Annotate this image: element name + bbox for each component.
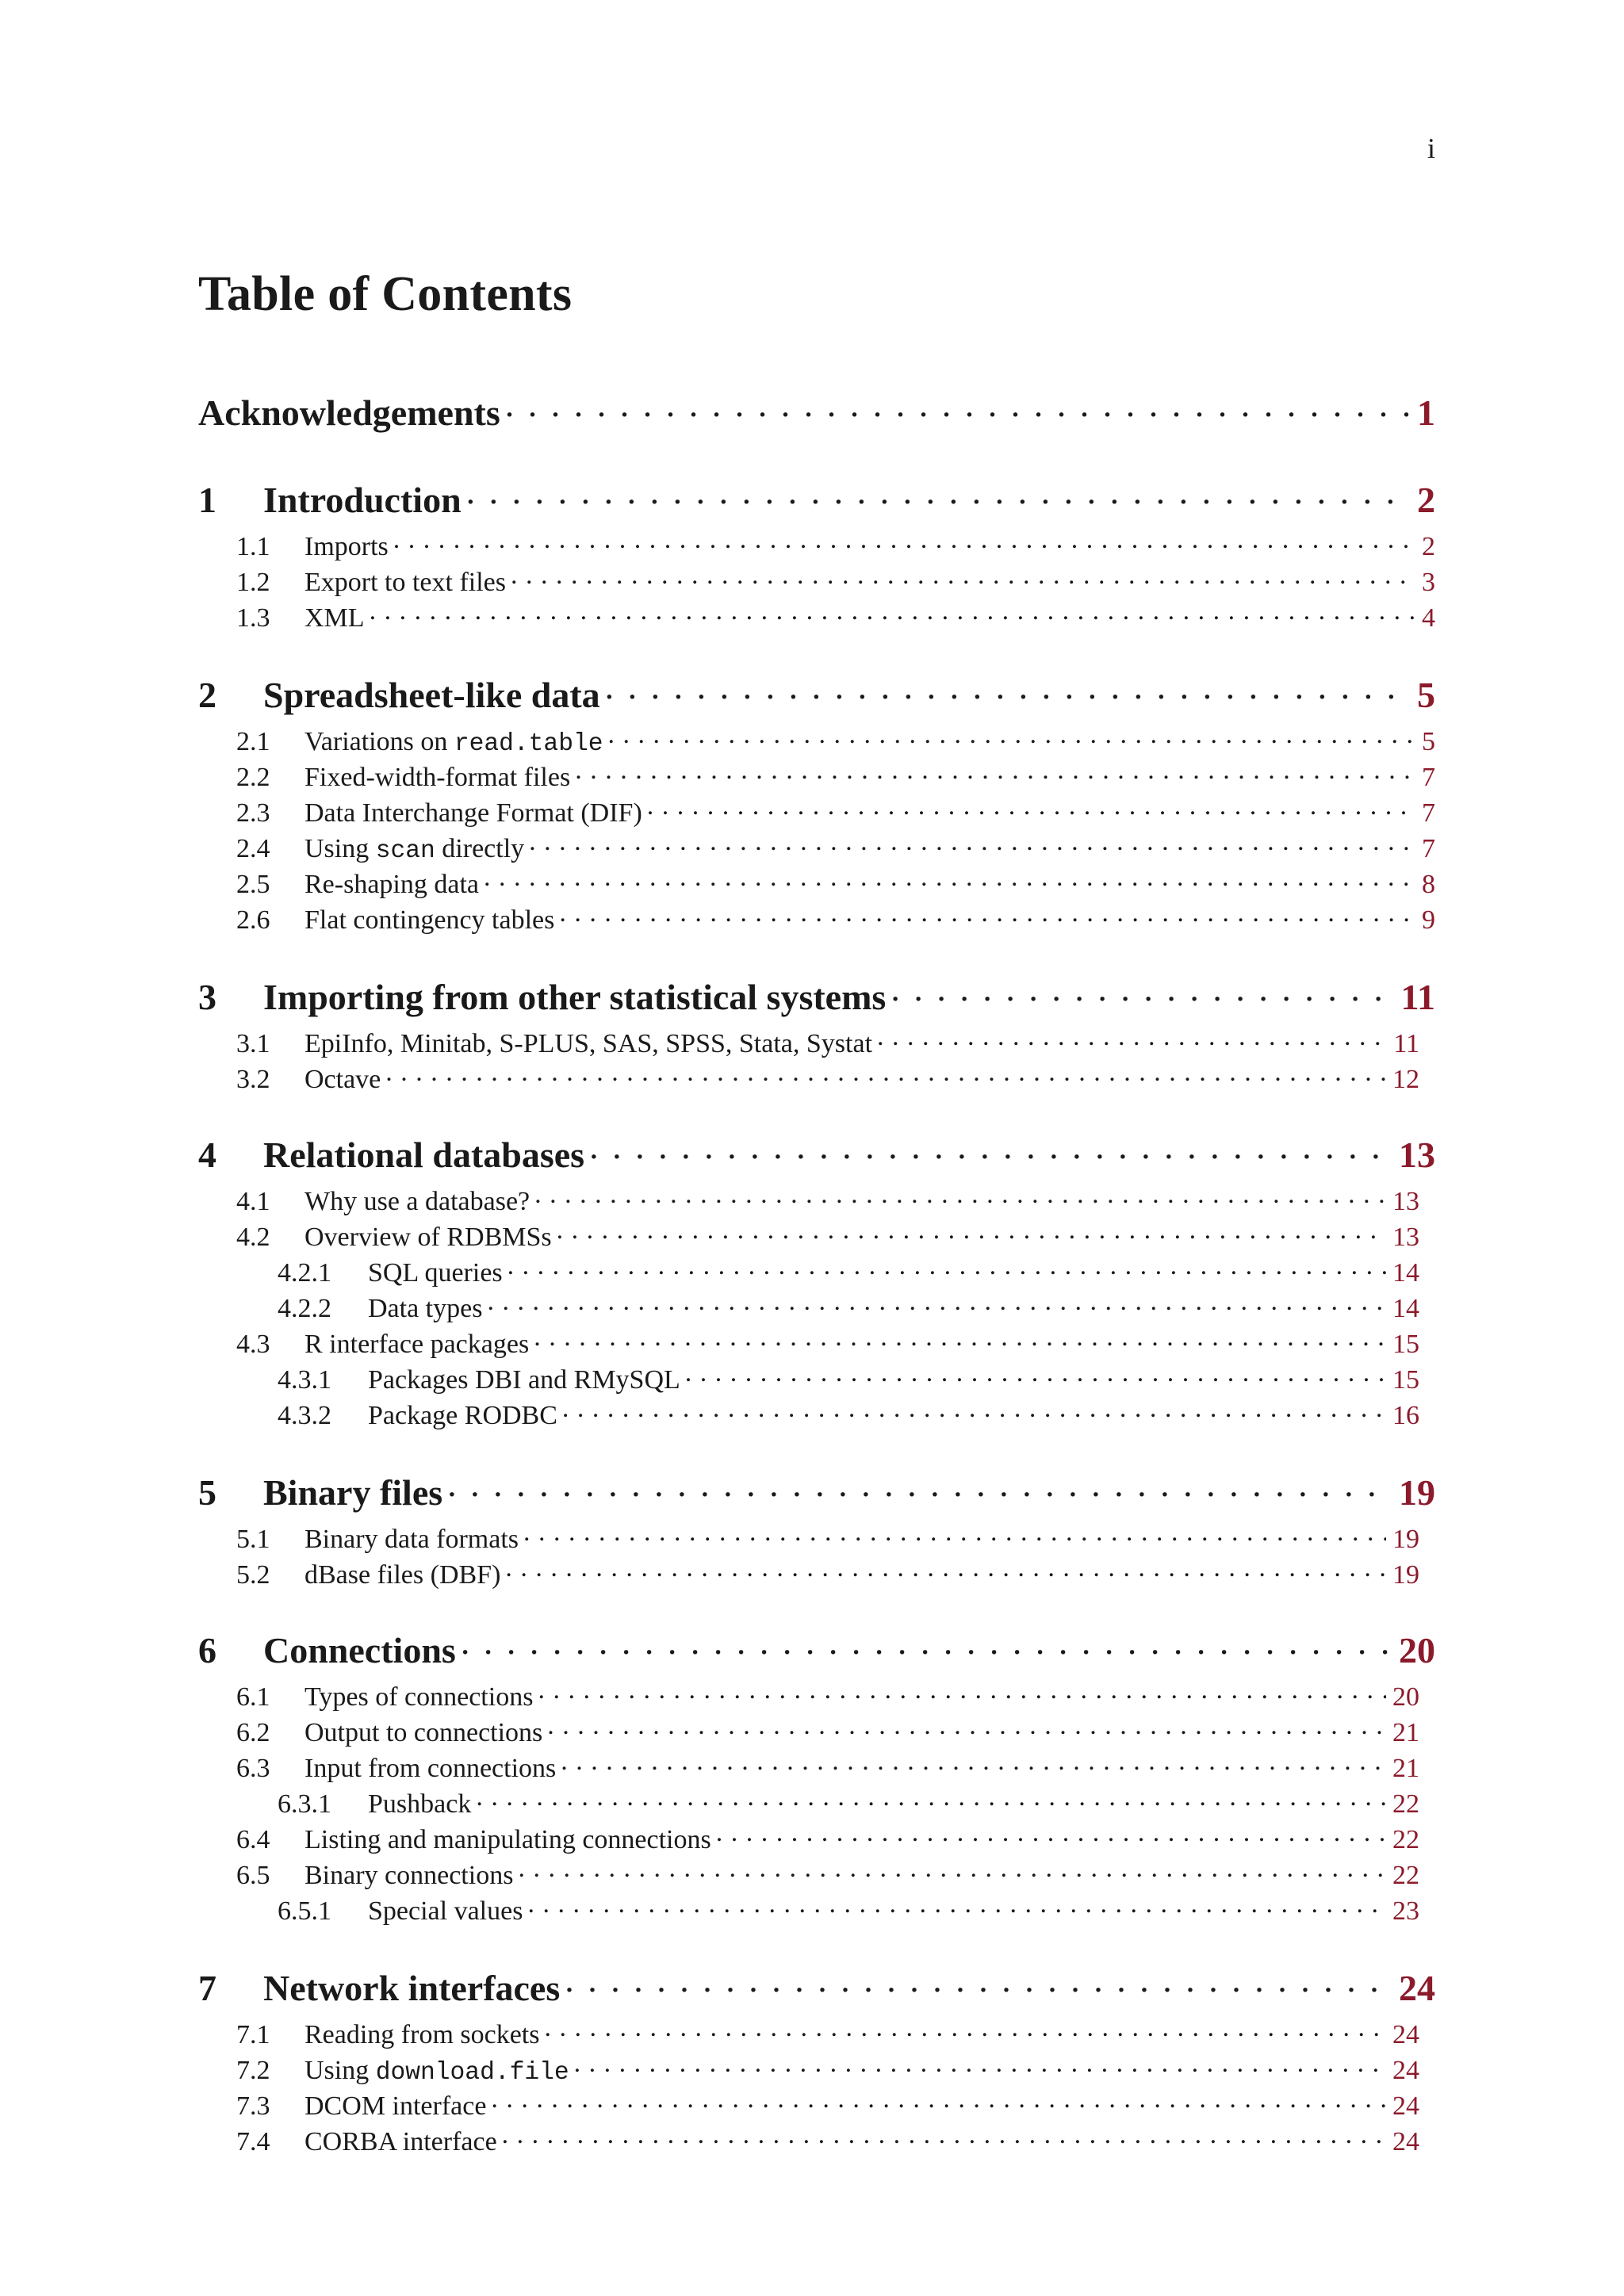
page-title: Table of Contents: [198, 267, 573, 321]
leader-dots: [370, 599, 1415, 626]
entry-title: Package RODBC: [368, 1401, 557, 1430]
entry-title: Data Interchange Format (DIF): [304, 798, 642, 828]
toc-subsection-entry[interactable]: [278, 1397, 1419, 1431]
leader-dots: [502, 2123, 1386, 2150]
toc-section-entry[interactable]: [236, 564, 1435, 598]
entry-title-text: Variations on: [304, 727, 454, 756]
entry-page-link[interactable]: 2: [1422, 532, 1435, 561]
leader-dots: [466, 476, 1411, 512]
entry-page-link[interactable]: 7: [1422, 763, 1435, 792]
entry-page-link[interactable]: 21: [1392, 1718, 1419, 1747]
entry-number: 2.1: [236, 727, 270, 756]
entry-title: Imports: [304, 532, 389, 561]
page-number: i: [1427, 132, 1435, 164]
entry-number: 4.2: [236, 1223, 270, 1252]
entry-number: 5.2: [236, 1560, 270, 1590]
entry-number: 4.3.2: [278, 1401, 331, 1430]
leader-dots: [538, 1678, 1386, 1705]
toc-section-entry[interactable]: [236, 1025, 1419, 1059]
entry-number: 6.3: [236, 1754, 270, 1783]
entry-title-text: directly: [435, 834, 525, 863]
leader-dots: [605, 671, 1411, 707]
toc-section-entry[interactable]: [236, 1061, 1419, 1095]
entry-number: 2.4: [236, 834, 270, 863]
leader-dots: [529, 830, 1415, 857]
entry-page-link[interactable]: 9: [1422, 905, 1435, 935]
entry-number: 6.5: [236, 1861, 270, 1890]
entry-page-link[interactable]: 24: [1392, 2020, 1419, 2049]
entry-title: SQL queries: [368, 1258, 503, 1288]
entry-page-link[interactable]: 22: [1392, 1861, 1419, 1890]
entry-page-link[interactable]: 8: [1422, 870, 1435, 899]
entry-page-link[interactable]: 24: [1392, 2056, 1419, 2085]
entry-number: 2.6: [236, 905, 270, 935]
entry-title: dBase files (DBF): [304, 1560, 501, 1590]
entry-page-link[interactable]: 1: [1417, 392, 1435, 433]
entry-title: [304, 2056, 574, 2087]
entry-title: Re-shaping data: [304, 870, 479, 899]
entry-number: 3: [198, 977, 216, 1017]
leader-dots: [505, 388, 1411, 425]
entry-title: Input from connections: [304, 1754, 557, 1783]
entry-title: Data types: [368, 1294, 483, 1323]
entry-title: XML: [304, 603, 365, 633]
leader-dots: [511, 564, 1415, 591]
entry-page-link[interactable]: 7: [1422, 834, 1435, 863]
entry-title: Spreadsheet-like data: [263, 675, 600, 715]
entry-page-link[interactable]: 15: [1392, 1365, 1419, 1395]
entry-page-link[interactable]: 11: [1393, 1029, 1419, 1058]
entry-title: Connections: [263, 1630, 456, 1670]
leader-dots: [891, 973, 1394, 1009]
entry-title-code: scan: [375, 837, 435, 865]
entry-number: 5.1: [236, 1525, 270, 1554]
toc-section-entry[interactable]: [236, 901, 1435, 936]
entry-page-link[interactable]: 24: [1392, 2091, 1419, 2121]
entry-title: Export to text files: [304, 568, 507, 597]
leader-dots: [575, 759, 1415, 786]
toc-subsection-entry[interactable]: [278, 1254, 1419, 1288]
entry-page-link[interactable]: 11: [1400, 977, 1435, 1017]
entry-page-link[interactable]: 16: [1392, 1401, 1419, 1430]
leader-dots: [557, 1219, 1386, 1246]
entry-title: Acknowledgements: [198, 392, 500, 433]
entry-title: Importing from other statistical systems: [263, 977, 887, 1017]
entry-number: 6.1: [236, 1682, 270, 1712]
toc-section-entry[interactable]: [236, 1326, 1419, 1360]
toc-section-entry[interactable]: [236, 1678, 1419, 1712]
entry-title: Binary data formats: [304, 1525, 519, 1554]
entry-number: 6.4: [236, 1825, 270, 1854]
leader-dots: [518, 1857, 1386, 1884]
toc-section-entry[interactable]: [236, 2123, 1419, 2157]
entry-number: 4.2.1: [278, 1258, 331, 1288]
leader-dots: [547, 1714, 1386, 1741]
leader-dots: [574, 2052, 1386, 2079]
entry-title: CORBA interface: [304, 2127, 497, 2156]
entry-number: 4: [198, 1135, 216, 1175]
entry-number: 7.3: [236, 2091, 270, 2121]
entry-page-link[interactable]: 24: [1399, 1968, 1435, 2008]
leader-dots: [393, 528, 1415, 555]
entry-title: [304, 727, 607, 758]
entry-page-link[interactable]: 7: [1422, 798, 1435, 828]
entry-number: 2.5: [236, 870, 270, 899]
entry-page-link[interactable]: 24: [1392, 2127, 1419, 2156]
entry-title: Binary connections: [304, 1861, 514, 1890]
entry-title: Listing and manipulating connections: [304, 1825, 711, 1854]
toc-section-entry[interactable]: [236, 723, 1435, 758]
leader-dots: [461, 1626, 1392, 1663]
leader-dots: [484, 866, 1415, 893]
entry-number: 2: [198, 675, 216, 715]
entry-title-text: Using: [304, 834, 376, 863]
toc-section-entry[interactable]: [236, 2052, 1419, 2087]
entry-title: Types of connections: [304, 1682, 534, 1712]
entry-title: Why use a database?: [304, 1187, 530, 1216]
entry-page-link[interactable]: 13: [1399, 1135, 1435, 1175]
entry-number: 3.2: [236, 1065, 270, 1094]
entry-page-link[interactable]: 20: [1399, 1630, 1435, 1670]
leader-dots: [561, 1750, 1386, 1777]
toc-chapter-entry[interactable]: [198, 388, 1435, 434]
toc-section-entry[interactable]: [236, 1821, 1419, 1855]
entry-number: 1: [198, 480, 216, 520]
entry-number: 4.3.1: [278, 1365, 331, 1395]
entry-title: Special values: [368, 1896, 523, 1926]
entry-page-link[interactable]: 14: [1392, 1294, 1419, 1323]
entry-page-link[interactable]: 5: [1422, 727, 1435, 756]
toc-section-entry[interactable]: [236, 830, 1435, 865]
leader-dots: [562, 1397, 1386, 1424]
toc-section-entry[interactable]: [236, 528, 1435, 562]
entry-page-link[interactable]: 14: [1392, 1258, 1419, 1288]
leader-dots: [523, 1521, 1386, 1548]
entry-title: Network interfaces: [263, 1968, 561, 2008]
toc-subsection-entry[interactable]: [278, 1290, 1419, 1324]
toc-section-entry[interactable]: [236, 794, 1435, 828]
entry-title: Flat contingency tables: [304, 905, 555, 935]
leader-dots: [505, 1556, 1386, 1583]
entry-page-link[interactable]: 20: [1392, 1682, 1419, 1712]
entry-number: 6.5.1: [278, 1896, 331, 1926]
entry-title: [304, 834, 529, 865]
leader-dots: [534, 1183, 1386, 1210]
toc-chapter-entry[interactable]: [198, 1131, 1435, 1176]
entry-page-link[interactable]: 22: [1392, 1789, 1419, 1819]
entry-title: EpiInfo, Minitab, S-PLUS, SAS, SPSS, Stata, Systat: [304, 1029, 873, 1058]
entry-page-link[interactable]: 2: [1417, 480, 1435, 520]
entry-title: Output to connections: [304, 1718, 543, 1747]
toc-chapter-entry[interactable]: [198, 476, 1435, 521]
entry-number: 2.2: [236, 763, 270, 792]
entry-page-link[interactable]: 13: [1392, 1223, 1419, 1252]
leader-dots: [527, 1892, 1386, 1919]
entry-number: 4.1: [236, 1187, 270, 1216]
toc-chapter-entry[interactable]: [198, 1626, 1435, 1671]
entry-number: 4.3: [236, 1330, 270, 1359]
leader-dots: [508, 1254, 1386, 1281]
leader-dots: [385, 1061, 1386, 1088]
entry-page-link[interactable]: 19: [1399, 1472, 1435, 1513]
leader-dots: [607, 723, 1415, 750]
leader-dots: [559, 901, 1415, 928]
leader-dots: [716, 1821, 1386, 1848]
toc-section-entry[interactable]: [236, 1714, 1419, 1748]
toc-chapter-entry[interactable]: [198, 1964, 1435, 2009]
entry-number: 7.1: [236, 2020, 270, 2049]
toc-section-entry[interactable]: [236, 759, 1435, 793]
entry-page-link[interactable]: 15: [1392, 1330, 1419, 1359]
toc-section-entry[interactable]: [236, 1219, 1419, 1253]
entry-page-link[interactable]: 21: [1392, 1754, 1419, 1783]
entry-page-link[interactable]: 4: [1422, 603, 1435, 633]
entry-number: 7.4: [236, 2127, 270, 2156]
leader-dots: [589, 1131, 1392, 1167]
entry-number: 3.1: [236, 1029, 270, 1058]
entry-title: Binary files: [263, 1472, 443, 1513]
toc-section-entry[interactable]: [236, 1521, 1419, 1555]
entry-page-link[interactable]: 12: [1392, 1065, 1419, 1094]
leader-dots: [565, 1964, 1392, 2000]
leader-dots: [877, 1025, 1387, 1052]
entry-title: Pushback: [368, 1789, 472, 1819]
entry-title: Octave: [304, 1065, 381, 1094]
toc-section-entry[interactable]: [236, 1556, 1419, 1590]
entry-title-code: download.file: [375, 2059, 569, 2087]
toc-section-entry[interactable]: [236, 599, 1435, 633]
leader-dots: [447, 1468, 1392, 1505]
entry-title-code: read.table: [454, 730, 603, 758]
entry-number: 1.3: [236, 603, 270, 633]
entry-number: 7.2: [236, 2056, 270, 2085]
toc-chapter-entry[interactable]: [198, 671, 1435, 716]
leader-dots: [491, 2087, 1386, 2114]
entry-number: 6: [198, 1630, 216, 1670]
toc-subsection-entry[interactable]: [278, 1892, 1419, 1927]
leader-dots: [545, 2016, 1387, 2043]
toc-section-entry[interactable]: [236, 2087, 1419, 2122]
entry-number: 2.3: [236, 798, 270, 828]
entry-page-link[interactable]: 19: [1392, 1560, 1419, 1590]
toc-section-entry[interactable]: [236, 1857, 1419, 1891]
entry-number: 6.2: [236, 1718, 270, 1747]
entry-page-link[interactable]: 22: [1392, 1825, 1419, 1854]
entry-page-link[interactable]: 5: [1417, 675, 1435, 715]
entry-page-link[interactable]: 23: [1392, 1896, 1419, 1926]
leader-dots: [685, 1361, 1386, 1388]
toc-section-entry[interactable]: [236, 1183, 1419, 1217]
entry-number: 5: [198, 1472, 216, 1513]
toc-chapter-entry[interactable]: [198, 1468, 1435, 1513]
entry-title: Packages DBI and RMySQL: [368, 1365, 680, 1395]
toc-subsection-entry[interactable]: [278, 1361, 1419, 1395]
entry-page-link[interactable]: 13: [1392, 1187, 1419, 1216]
entry-title: R interface packages: [304, 1330, 530, 1359]
entry-number: 4.2.2: [278, 1294, 331, 1323]
leader-dots: [476, 1785, 1386, 1812]
entry-title: Fixed-width-format files: [304, 763, 571, 792]
entry-number: 7: [198, 1968, 216, 2008]
entry-title: Introduction: [263, 480, 462, 520]
entry-number: 1.1: [236, 532, 270, 561]
entry-title-text: Using: [304, 2056, 376, 2085]
entry-number: 6.3.1: [278, 1789, 331, 1819]
entry-title: DCOM interface: [304, 2091, 487, 2121]
toc-section-entry[interactable]: [236, 866, 1435, 900]
toc-section-entry[interactable]: [236, 2016, 1419, 2050]
entry-title: Reading from sockets: [304, 2020, 540, 2049]
toc-section-entry[interactable]: [236, 1750, 1419, 1784]
toc-subsection-entry[interactable]: [278, 1785, 1419, 1820]
toc-chapter-entry[interactable]: [198, 973, 1435, 1018]
entry-title: Overview of RDBMSs: [304, 1223, 552, 1252]
leader-dots: [534, 1326, 1386, 1353]
entry-title: Relational databases: [263, 1135, 585, 1175]
entry-page-link[interactable]: 3: [1422, 568, 1435, 597]
leader-dots: [647, 794, 1415, 821]
entry-page-link[interactable]: 19: [1392, 1525, 1419, 1554]
entry-number: 1.2: [236, 568, 270, 597]
leader-dots: [487, 1290, 1386, 1317]
